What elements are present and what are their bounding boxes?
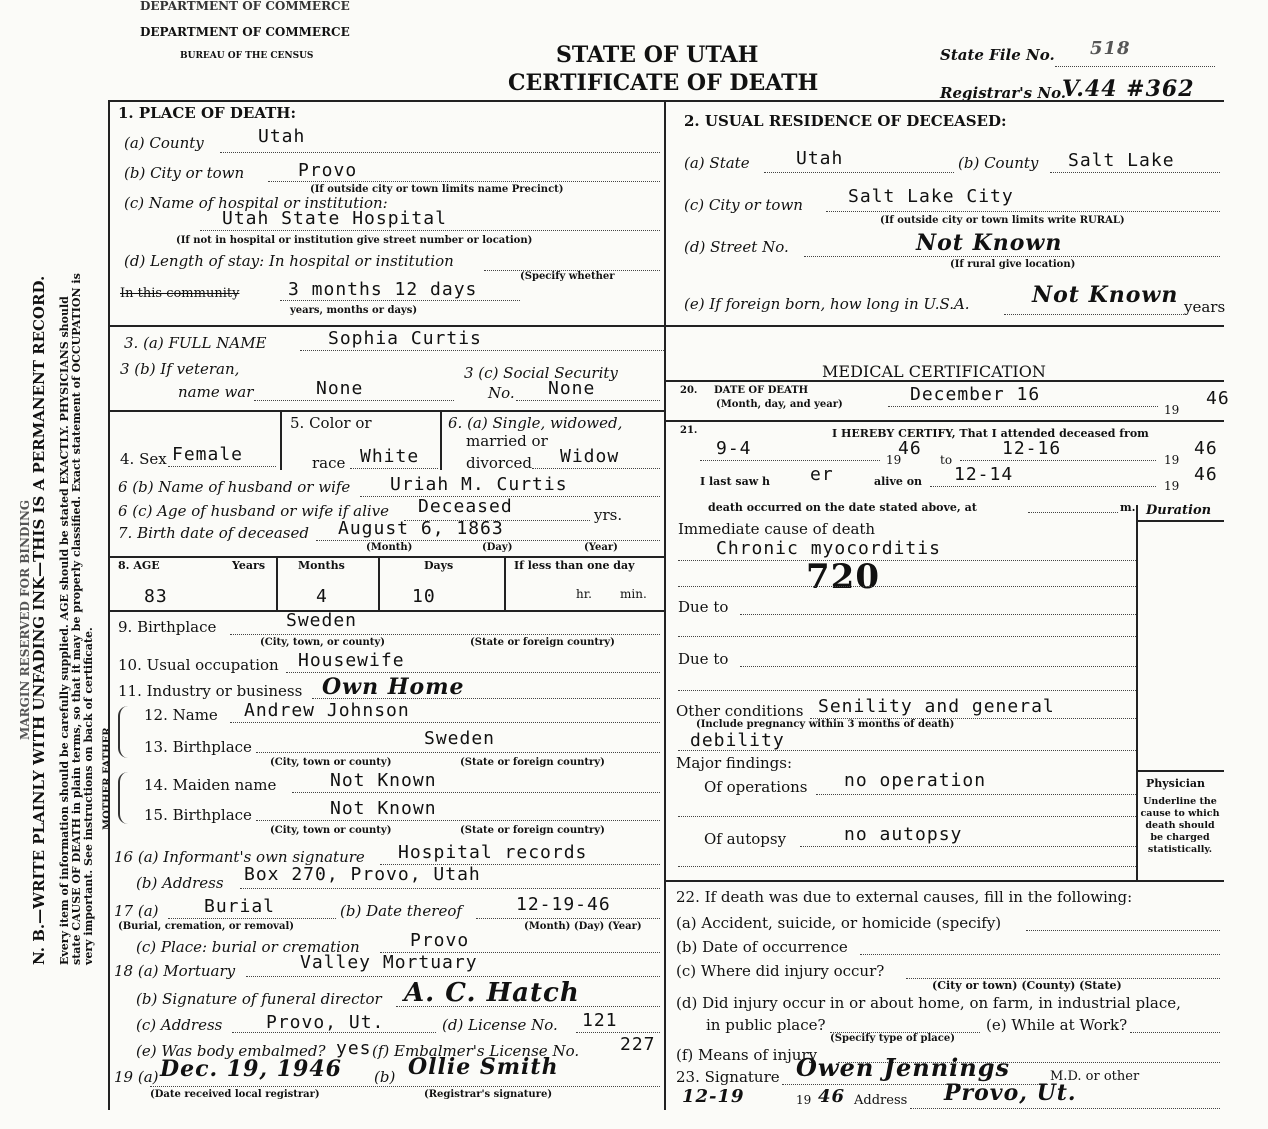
burial-date: 12-19-46: [516, 894, 611, 915]
registrar-label: Registrar's No.: [940, 84, 1067, 102]
age-hr-label: hr.: [576, 587, 592, 601]
burial-place-label: (c) Place: burial or cremation: [136, 938, 360, 956]
occurred-label: death occurred on the date stated above, at: [708, 501, 977, 514]
marital-label-3: divorced: [466, 454, 532, 472]
father-name-label: 12. Name: [144, 706, 218, 724]
from-year-prefix: 19: [886, 453, 902, 467]
mother-birthplace: Not Known: [330, 798, 437, 819]
stay-label: (d) Length of stay: In hospital or institution: [124, 252, 454, 270]
sex-value: Female: [172, 444, 244, 465]
received-date: Dec. 19, 1946: [160, 1056, 342, 1082]
birth-day-note: (Day): [482, 542, 513, 553]
residence-state-label: (a) State: [684, 154, 750, 172]
place-of-death-heading: 1. PLACE OF DEATH:: [118, 104, 297, 122]
physician-heading: Physician: [1146, 777, 1206, 790]
home-label: (d) Did injury occur in or about home, on farm, in industrial place,: [676, 994, 1181, 1012]
margin-note-permanent: N. B.—WRITE PLAINLY WITH UNFADING INK—THIS IS A PERMANENT RECORD.: [30, 275, 48, 965]
embalmed-label: (e) Was body embalmed?: [136, 1042, 326, 1060]
stay-length: 3 months 12 days: [288, 279, 478, 300]
birthplace-label: 9. Birthplace: [118, 618, 217, 636]
mother-city-note: (City, town or county): [270, 825, 392, 836]
occupation-label: 10. Usual occupation: [118, 656, 279, 674]
parents-side-label: MOTHER FATHER: [102, 727, 113, 830]
age-years-label: Years: [232, 559, 266, 572]
embalmer-value: 227: [620, 1034, 656, 1055]
age-min-label: min.: [620, 587, 647, 601]
margin-binding: MARGIN RESERVED FOR BINDING: [18, 499, 32, 740]
sign-year-prefix: 19: [796, 1093, 812, 1107]
cause-code: 720: [806, 557, 880, 597]
death-year-prefix: 19: [1164, 403, 1180, 417]
burial-place: Provo: [410, 930, 470, 951]
foreign-born-label: (e) If foreign born, how long in U.S.A.: [684, 295, 970, 313]
burial-date-note: (Month) (Day) (Year): [524, 921, 642, 932]
stay-strike: In this community: [120, 286, 240, 301]
father-birthplace: Sweden: [424, 728, 496, 749]
burial-value: Burial: [204, 896, 276, 917]
autopsy-label: Of autopsy: [704, 830, 787, 848]
race-label: race: [312, 454, 346, 472]
age-label: 8. AGE: [118, 559, 160, 572]
due-to-label-1: Due to: [678, 598, 729, 616]
marital-label: 6. (a) Single, widowed,: [448, 414, 623, 432]
residence-street-label: (d) Street No.: [684, 238, 789, 256]
means-label: (f) Means of injury: [676, 1046, 818, 1064]
residence-county-label: (b) County: [958, 154, 1039, 172]
to-year-prefix: 19: [1164, 453, 1180, 467]
marital-label-2: married or: [466, 432, 548, 450]
other-conditions-2: debility: [690, 730, 785, 751]
accident-label: (a) Accident, suicide, or homicide (specify): [676, 914, 1002, 932]
age-months-label: Months: [298, 559, 345, 572]
registrar-sig-label: (b): [374, 1068, 396, 1086]
where-label: (c) Where did injury occur?: [676, 962, 885, 980]
funeral-address: Provo, Ut.: [266, 1012, 385, 1033]
embalmed-value: yes: [336, 1038, 372, 1059]
margin-note-3: state CAUSE OF DEATH in plain terms, so that it may be properly classified. Exact statement of OCCUPATION is: [70, 273, 83, 965]
director-signature: A. C. Hatch: [404, 978, 580, 1008]
to-label: to: [940, 453, 953, 467]
certificate-title: CERTIFICATE OF DEATH: [508, 70, 819, 96]
received-label: 19 (a): [114, 1068, 159, 1086]
death-date-label: DATE OF DEATH: [714, 385, 809, 396]
external-label: 22. If death was due to external causes, fill in the following:: [676, 888, 1133, 906]
death-date-num: 20.: [680, 385, 698, 396]
full-name: Sophia Curtis: [328, 328, 482, 349]
physician-address: Provo, Ut.: [944, 1080, 1077, 1106]
industry-label: 11. Industry or business: [118, 682, 303, 700]
md-label: M.D. or other: [1050, 1069, 1140, 1084]
physician-signature: Owen Jennings: [796, 1053, 1011, 1082]
duration-heading: Duration: [1146, 503, 1212, 518]
due-to-label-2: Due to: [678, 650, 729, 668]
father-state-note: (State or foreign country): [460, 757, 605, 768]
signature-year: 46: [818, 1086, 846, 1107]
alive-on-label: alive on: [874, 475, 923, 488]
sex-label: 4. Sex: [120, 450, 167, 468]
county-label: (a) County: [124, 134, 204, 152]
mortuary-value: Valley Mortuary: [300, 952, 478, 973]
residence-county: Salt Lake: [1068, 150, 1175, 171]
occupation-value: Housewife: [298, 650, 405, 671]
residence-street: Not Known: [916, 230, 1063, 256]
margin-note-2: Every item of information should be carefully supplied. AGE should be stated EXACTLY. PHYSICIANS should: [58, 296, 71, 965]
city-note: (If outside city or town limits name Precinct): [310, 184, 564, 195]
informant-address-label: (b) Address: [136, 874, 224, 892]
veteran-label: 3 (b) If veteran,: [120, 360, 240, 378]
death-county: Utah: [258, 126, 306, 147]
alive-year: 46: [1194, 464, 1218, 485]
full-name-label: 3. (a) FULL NAME: [124, 334, 267, 352]
burial-date-label: (b) Date thereof: [340, 902, 462, 920]
m-label: m.: [1120, 501, 1136, 514]
hospital-note: (If not in hospital or institution give street number or location): [176, 235, 533, 246]
mortuary-label: 18 (a) Mortuary: [114, 962, 236, 980]
father-bracket: [118, 706, 130, 758]
mother-bracket: [118, 772, 130, 824]
public-label: in public place?: [706, 1016, 826, 1034]
informant-label: 16 (a) Informant's own signature: [114, 848, 365, 866]
attended-to-year: 46: [1194, 438, 1218, 459]
type-note: (Specify type of place): [830, 1033, 955, 1044]
residence-state: Utah: [796, 148, 844, 169]
father-birthplace-label: 13. Birthplace: [144, 738, 252, 756]
burial-label: 17 (a): [114, 902, 159, 920]
age-days: 10: [412, 586, 436, 607]
mother-birthplace-label: 15. Birthplace: [144, 806, 252, 824]
color-label: 5. Color or: [290, 414, 372, 432]
certify-num: 21.: [680, 425, 698, 436]
city-label: (b) City or town: [124, 164, 245, 182]
residence-street-note: (If rural give location): [950, 259, 1076, 270]
director-label: (b) Signature of funeral director: [136, 990, 382, 1008]
birth-date: August 6, 1863: [338, 518, 504, 539]
father-city-note: (City, town or county): [270, 757, 392, 768]
immediate-cause-label: Immediate cause of death: [678, 520, 876, 538]
received-note: (Date received local registrar): [150, 1089, 320, 1100]
death-year: 46: [1206, 388, 1230, 409]
residence-city-note: (If outside city or town limits write RURAL): [880, 215, 1125, 226]
signature-label: 23. Signature: [676, 1068, 780, 1086]
last-saw-label: I last saw h: [700, 475, 771, 488]
margin-note-4: very important. See instructions on back of certificate.: [82, 627, 95, 965]
stay-units-note: years, months or days): [290, 305, 418, 316]
birth-month-note: (Month): [366, 542, 413, 553]
birthplace-city-note: (City, town, or county): [260, 637, 385, 648]
father-name: Andrew Johnson: [244, 700, 410, 721]
state-file-value: 518: [1090, 38, 1131, 59]
dept-top-line: DEPARTMENT OF COMMERCE: [140, 0, 350, 13]
residence-heading: 2. USUAL RESIDENCE OF DECEASED:: [684, 112, 1007, 130]
registrar-signature: Ollie Smith: [408, 1054, 559, 1080]
spouse-age: Deceased: [418, 496, 513, 517]
birth-year-note: (Year): [584, 542, 618, 553]
other-conditions: Senility and general: [818, 696, 1055, 717]
war-value: None: [316, 378, 364, 399]
alive-date: 12-14: [954, 464, 1014, 485]
death-date-note: (Month, day, and year): [716, 399, 843, 410]
foreign-born-value: Not Known: [1032, 282, 1179, 308]
mother-state-note: (State or foreign country): [460, 825, 605, 836]
bureau-name: BUREAU OF THE CENSUS: [180, 51, 314, 61]
death-city: Provo: [298, 160, 358, 181]
hospital-name: Utah State Hospital: [222, 208, 447, 229]
stay-specify-note: (Specify whether: [520, 271, 615, 282]
state-file-label: State File No.: [940, 46, 1055, 64]
hospital-label: (c) Name of hospital or institution:: [124, 194, 388, 212]
yrs-label: yrs.: [594, 506, 623, 524]
operations-value: no operation: [844, 770, 987, 791]
industry-value: Own Home: [322, 674, 465, 700]
age-days-label: Days: [424, 559, 454, 572]
embalmer-label: (f) Embalmer's License No.: [372, 1042, 580, 1060]
attended-from-year: 46: [898, 438, 922, 459]
department-name: DEPARTMENT OF COMMERCE: [140, 25, 350, 39]
informant-address: Box 270, Provo, Utah: [244, 864, 481, 885]
marital-value: Widow: [560, 446, 620, 467]
immediate-cause: Chronic myocorditis: [716, 538, 941, 559]
physician-note: Underline the cause to which death should be charged statistically.: [1140, 796, 1220, 855]
residence-city: Salt Lake City: [848, 186, 1014, 207]
certify-text: I HEREBY CERTIFY, That I attended deceased from: [832, 427, 1149, 440]
attended-to: 12-16: [1002, 438, 1062, 459]
ssn-label: 3 (c) Social Security: [464, 364, 618, 382]
where-note: (City or town) (County) (State): [932, 979, 1122, 992]
alive-year-prefix: 19: [1164, 479, 1180, 493]
age-months: 4: [316, 586, 328, 607]
informant-value: Hospital records: [398, 842, 588, 863]
residence-city-label: (c) City or town: [684, 196, 803, 214]
registrar-value: V.44 #362: [1062, 76, 1195, 102]
mother-maiden-name: Not Known: [330, 770, 437, 791]
work-label: (e) While at Work?: [986, 1016, 1128, 1034]
autopsy-value: no autopsy: [844, 824, 963, 845]
other-conditions-note: (Include pregnancy within 3 months of death): [696, 719, 955, 730]
age-years: 83: [144, 586, 168, 607]
years-label: years: [1184, 298, 1226, 316]
physician-address-label: Address: [854, 1093, 908, 1108]
major-findings-label: Major findings:: [676, 754, 793, 772]
license-label: (d) License No.: [442, 1016, 558, 1034]
funeral-address-label: (c) Address: [136, 1016, 223, 1034]
signature-date: 12-19: [682, 1086, 745, 1107]
war-label: name war: [178, 383, 254, 401]
other-conditions-label: Other conditions: [676, 702, 804, 720]
operations-label: Of operations: [704, 778, 808, 796]
birth-date-label: 7. Birth date of deceased: [118, 524, 309, 542]
spouse-age-label: 6 (c) Age of husband or wife if alive: [118, 502, 390, 520]
occurrence-label: (b) Date of occurrence: [676, 938, 848, 956]
ssn-no-label: No.: [488, 384, 515, 402]
race-value: White: [360, 446, 420, 467]
attended-from: 9-4: [716, 438, 752, 459]
spouse-label: 6 (b) Name of husband or wife: [118, 478, 351, 496]
state-title: STATE OF UTAH: [556, 42, 759, 68]
birthplace-state-note: (State or foreign country): [470, 637, 615, 648]
mother-name-label: 14. Maiden name: [144, 776, 277, 794]
birthplace-value: Sweden: [286, 610, 358, 631]
ssn-value: None: [548, 378, 596, 399]
registrar-note: (Registrar's signature): [424, 1089, 553, 1100]
medical-heading: MEDICAL CERTIFICATION: [822, 362, 1046, 381]
spouse-name: Uriah M. Curtis: [390, 474, 568, 495]
last-saw-value: er: [810, 464, 834, 485]
death-date: December 16: [910, 384, 1041, 405]
age-less-label: If less than one day: [514, 559, 635, 572]
license-value: 121: [582, 1010, 618, 1031]
burial-note: (Burial, cremation, or removal): [118, 921, 294, 932]
